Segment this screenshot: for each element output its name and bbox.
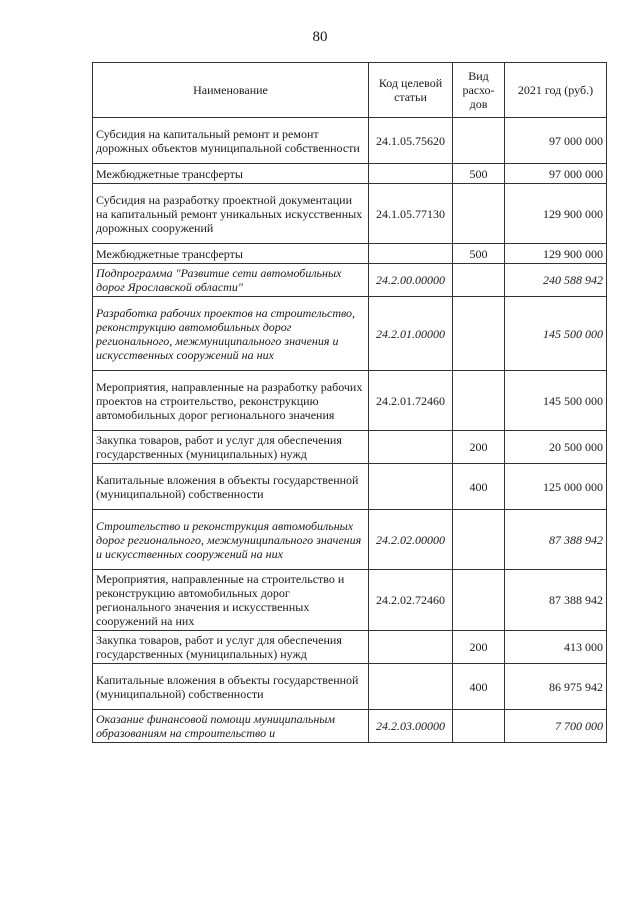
table-row — [93, 631, 607, 664]
cell-amount: 413 000 — [505, 631, 607, 664]
table-row — [93, 184, 607, 244]
table-row — [93, 710, 607, 743]
table-row — [93, 264, 607, 297]
table-row — [93, 510, 607, 570]
table-row — [93, 371, 607, 431]
cell-type — [453, 710, 505, 743]
cell-code — [369, 664, 453, 710]
cell-code — [369, 164, 453, 184]
cell-code — [369, 464, 453, 510]
cell-code: 24.1.05.75620 — [369, 118, 453, 164]
header-type: Вид расхо-дов — [453, 63, 505, 118]
cell-code: 24.2.00.00000 — [369, 264, 453, 297]
cell-code: 24.2.01.72460 — [369, 371, 453, 431]
cell-type: 200 — [453, 431, 505, 464]
cell-code — [369, 631, 453, 664]
cell-name: Мероприятия, направленные на разработку рабочих проектов на строительство, реконструкцию автомобильных дорог регионального значения — [93, 371, 369, 431]
cell-name: Подпрограмма "Развитие сети автомобильных дорог Ярославской области" — [93, 264, 369, 297]
cell-name: Закупка товаров, работ и услуг для обеспечения государственных (муниципальных) нужд — [93, 631, 369, 664]
cell-amount: 87 388 942 — [505, 510, 607, 570]
cell-type — [453, 264, 505, 297]
cell-name: Межбюджетные трансферты — [93, 164, 369, 184]
cell-name: Закупка товаров, работ и услуг для обеспечения государственных (муниципальных) нужд — [93, 431, 369, 464]
cell-amount: 20 500 000 — [505, 431, 607, 464]
header-code: Код целевой статьи — [369, 63, 453, 118]
cell-type — [453, 184, 505, 244]
cell-amount: 97 000 000 — [505, 164, 607, 184]
table-row — [93, 297, 607, 371]
cell-name: Строительство и реконструкция автомобильных дорог регионального, межмуниципального значения и искусственных сооружений на них — [93, 510, 369, 570]
cell-amount: 129 900 000 — [505, 244, 607, 264]
cell-name: Мероприятия, направленные на строительство и реконструкцию автомобильных дорог регионального значения и искусственных сооружений на них — [93, 570, 369, 631]
cell-type: 400 — [453, 664, 505, 710]
table-row — [93, 570, 607, 631]
cell-name: Капитальные вложения в объекты государственной (муниципальной) собственности — [93, 464, 369, 510]
cell-amount: 86 975 942 — [505, 664, 607, 710]
cell-type: 200 — [453, 631, 505, 664]
cell-type: 500 — [453, 244, 505, 264]
cell-code: 24.2.03.00000 — [369, 710, 453, 743]
cell-name: Капитальные вложения в объекты государственной (муниципальной) собственности — [93, 664, 369, 710]
table-row — [93, 244, 607, 264]
cell-type: 500 — [453, 164, 505, 184]
cell-amount: 87 388 942 — [505, 570, 607, 631]
cell-amount: 129 900 000 — [505, 184, 607, 244]
table-row — [93, 664, 607, 710]
table-row — [93, 464, 607, 510]
cell-code: 24.1.05.77130 — [369, 184, 453, 244]
cell-code — [369, 431, 453, 464]
cell-type — [453, 510, 505, 570]
table-row — [93, 118, 607, 164]
cell-code: 24.2.02.00000 — [369, 510, 453, 570]
table-row — [93, 431, 607, 464]
cell-name: Разработка рабочих проектов на строительство, реконструкцию автомобильных дорог регионального, межмуниципального значения и искусственных сооружений на них — [93, 297, 369, 371]
cell-name: Субсидия на капитальный ремонт и ремонт дорожных объектов муниципальной собственности — [93, 118, 369, 164]
table-row — [93, 164, 607, 184]
cell-amount: 125 000 000 — [505, 464, 607, 510]
cell-amount: 7 700 000 — [505, 710, 607, 743]
cell-amount: 240 588 942 — [505, 264, 607, 297]
cell-code — [369, 244, 453, 264]
page-number: 80 — [312, 29, 328, 45]
cell-name: Оказание финансовой помощи муниципальным образованиям на строительство и — [93, 710, 369, 743]
cell-amount: 145 500 000 — [505, 297, 607, 371]
cell-code: 24.2.02.72460 — [369, 570, 453, 631]
cell-amount: 145 500 000 — [505, 371, 607, 431]
cell-amount: 97 000 000 — [505, 118, 607, 164]
cell-type — [453, 297, 505, 371]
cell-type: 400 — [453, 464, 505, 510]
table-header-row — [93, 63, 607, 118]
cell-name: Субсидия на разработку проектной документации на капитальный ремонт уникальных искусственных дорожных сооружений — [93, 184, 369, 244]
cell-type — [453, 371, 505, 431]
cell-type — [453, 570, 505, 631]
cell-code: 24.2.01.00000 — [369, 297, 453, 371]
budget-table — [92, 62, 607, 743]
header-amount: 2021 год (руб.) — [505, 63, 607, 118]
header-name: Наименование — [93, 63, 369, 118]
cell-type — [453, 118, 505, 164]
cell-name: Межбюджетные трансферты — [93, 244, 369, 264]
